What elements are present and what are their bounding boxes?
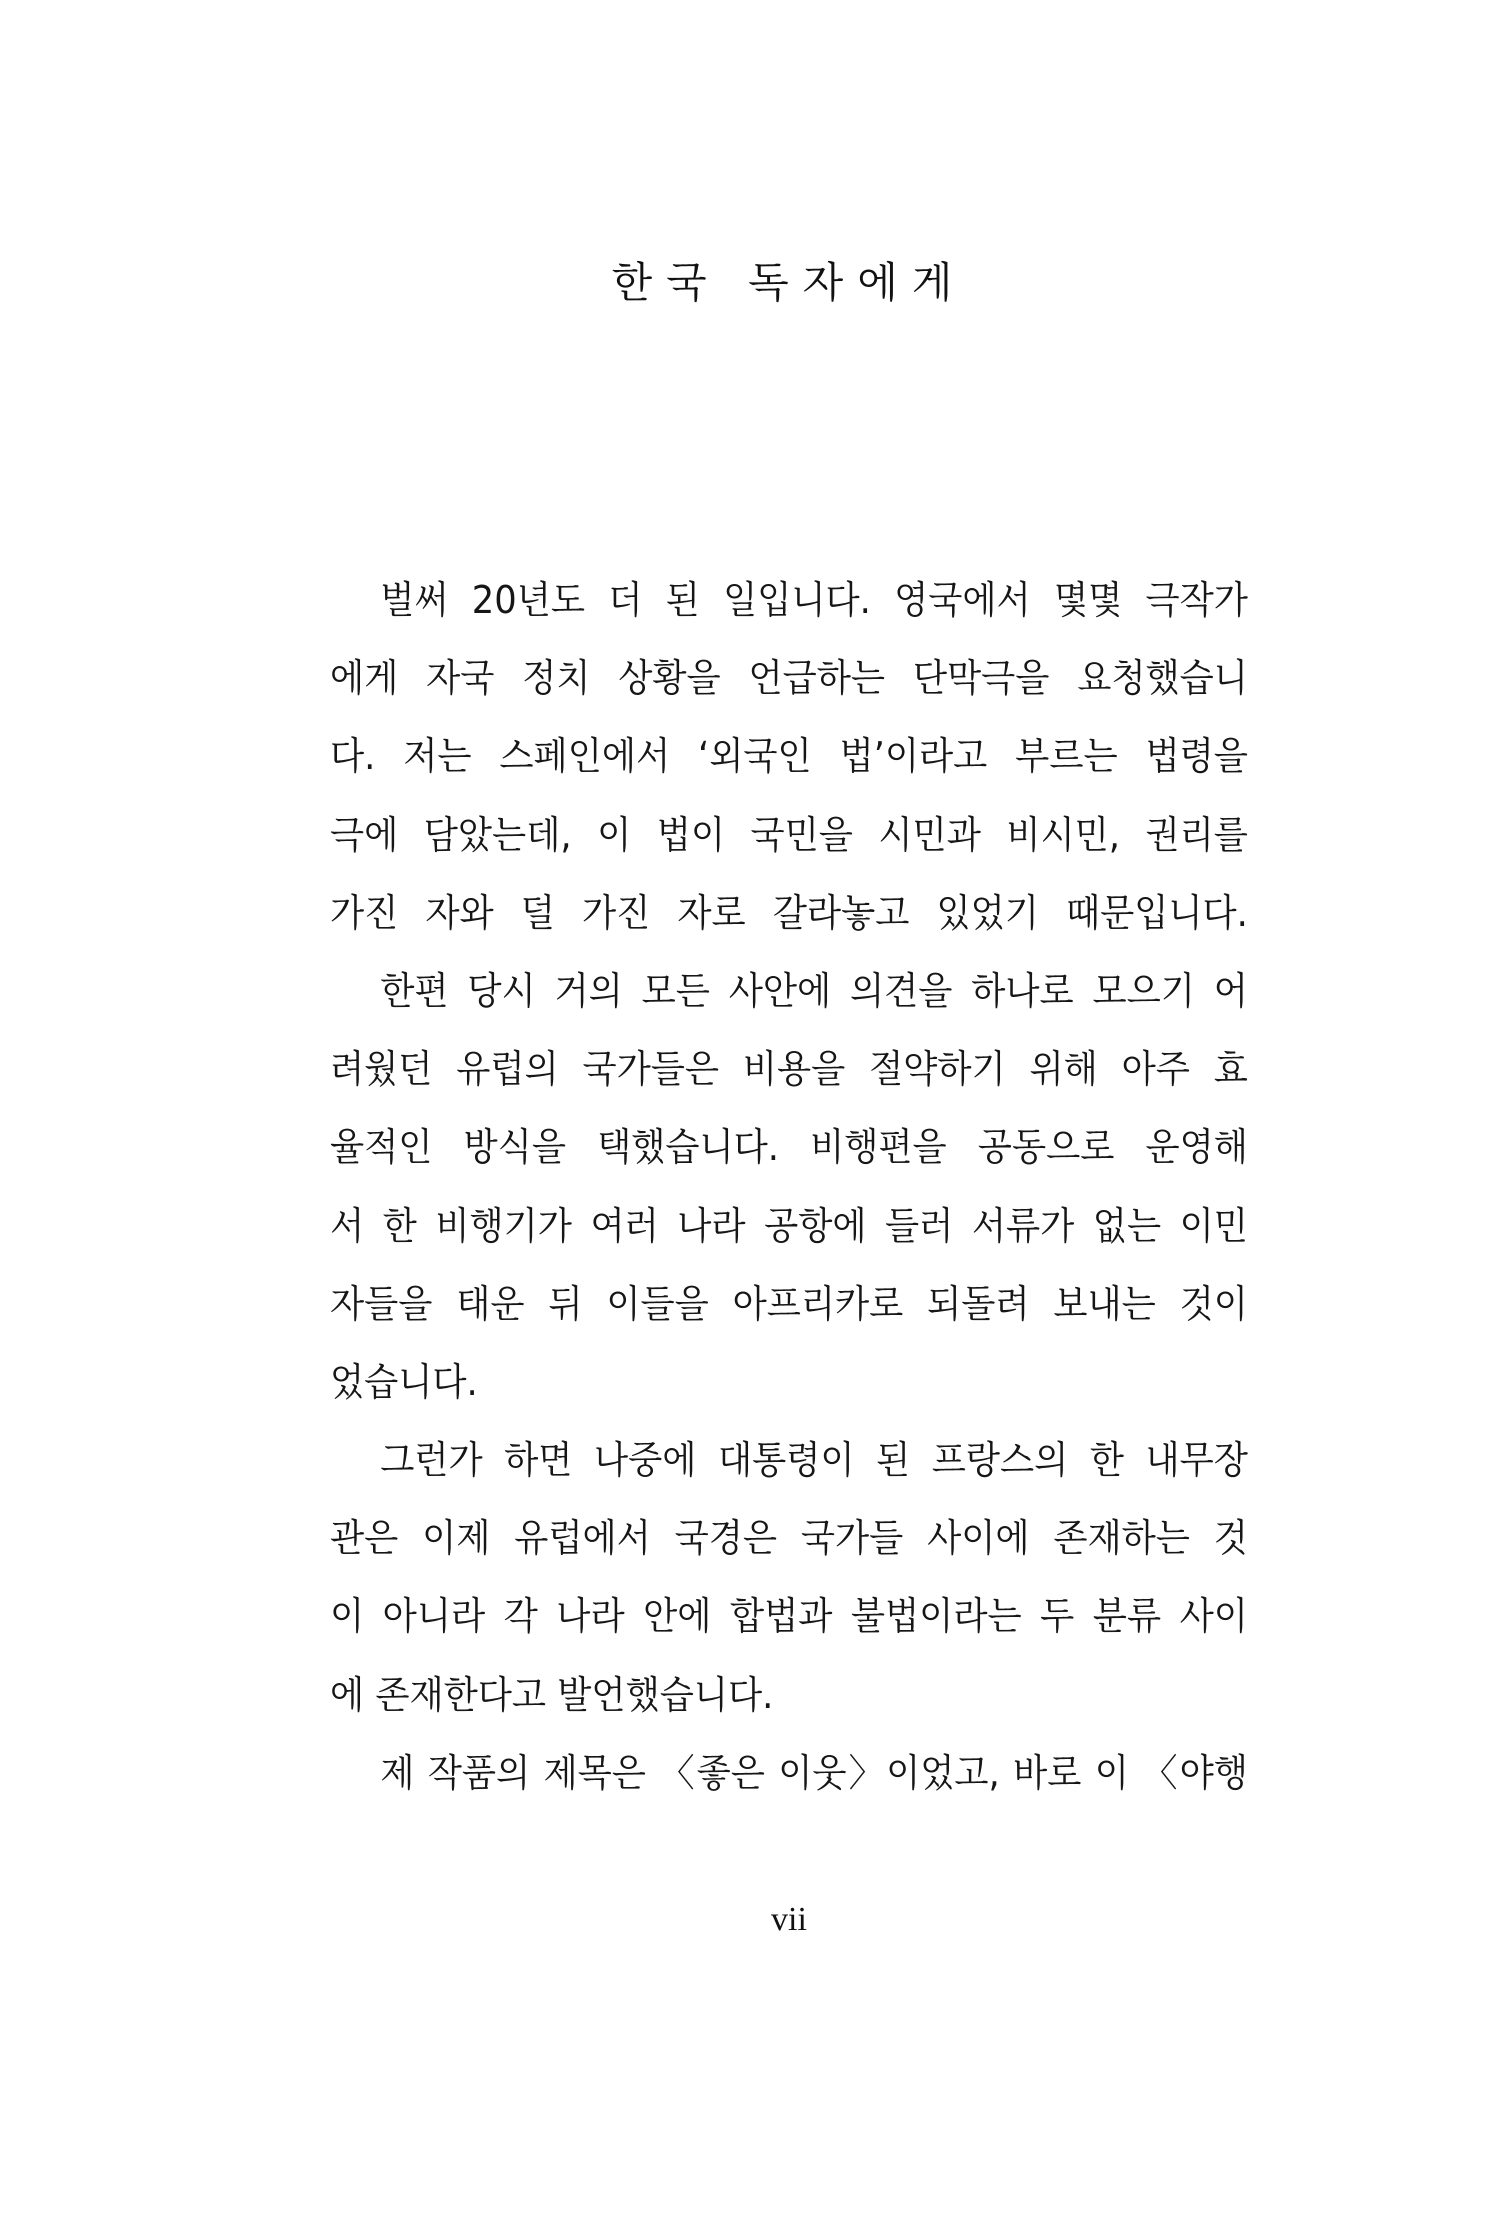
text-line: 관은 이제 유럽에서 국경은 국가들 사이에 존재하는 것	[330, 1516, 1248, 1561]
paragraph	[330, 952, 1248, 1421]
text-line: 자들을 태운 뒤 이들을 아프리카로 되돌려 보내는 것이	[330, 1281, 1248, 1326]
text-line: 서 한 비행기가 여러 나라 공항에 들러 서류가 없는 이민	[330, 1203, 1248, 1248]
text-line: 이 아니라 각 나라 안에 합법과 불법이라는 두 분류 사이	[330, 1594, 1248, 1639]
text-line: 었습니다.	[330, 1359, 478, 1404]
text-line: 극에 담았는데, 이 법이 국민을 시민과 비시민, 권리를	[330, 812, 1248, 857]
paragraph	[330, 1421, 1248, 1734]
page-title: 한국 독자에게	[611, 258, 967, 307]
text-line: 제 작품의 제목은 〈좋은 이웃〉이었고, 바로 이 〈야행	[380, 1750, 1248, 1795]
text-line: 한편 당시 거의 모든 사안에 의견을 하나로 모으기 어	[380, 968, 1248, 1013]
paragraph	[330, 561, 1248, 952]
text-line: 려웠던 유럽의 국가들은 비용을 절약하기 위해 아주 효	[330, 1047, 1248, 1092]
paragraph	[330, 1734, 1248, 1812]
text-line: 다. 저는 스페인에서 ‘외국인 법’이라고 부르는 법령을	[330, 734, 1248, 779]
text-line: 에게 자국 정치 상황을 언급하는 단막극을 요청했습니	[330, 656, 1248, 701]
text-line: 가진 자와 덜 가진 자로 갈라놓고 있었기 때문입니다.	[330, 890, 1248, 935]
text-line: 율적인 방식을 택했습니다. 비행편을 공동으로 운영해	[330, 1125, 1248, 1170]
text-line: 벌써 20년도 더 된 일입니다. 영국에서 몇몇 극작가	[380, 578, 1248, 622]
text-line: 에 존재한다고 발언했습니다.	[330, 1672, 774, 1717]
body-text	[330, 561, 1248, 1812]
page-number: vii	[771, 1901, 807, 1938]
text-line: 그런가 하면 나중에 대통령이 된 프랑스의 한 내무장	[380, 1438, 1248, 1483]
